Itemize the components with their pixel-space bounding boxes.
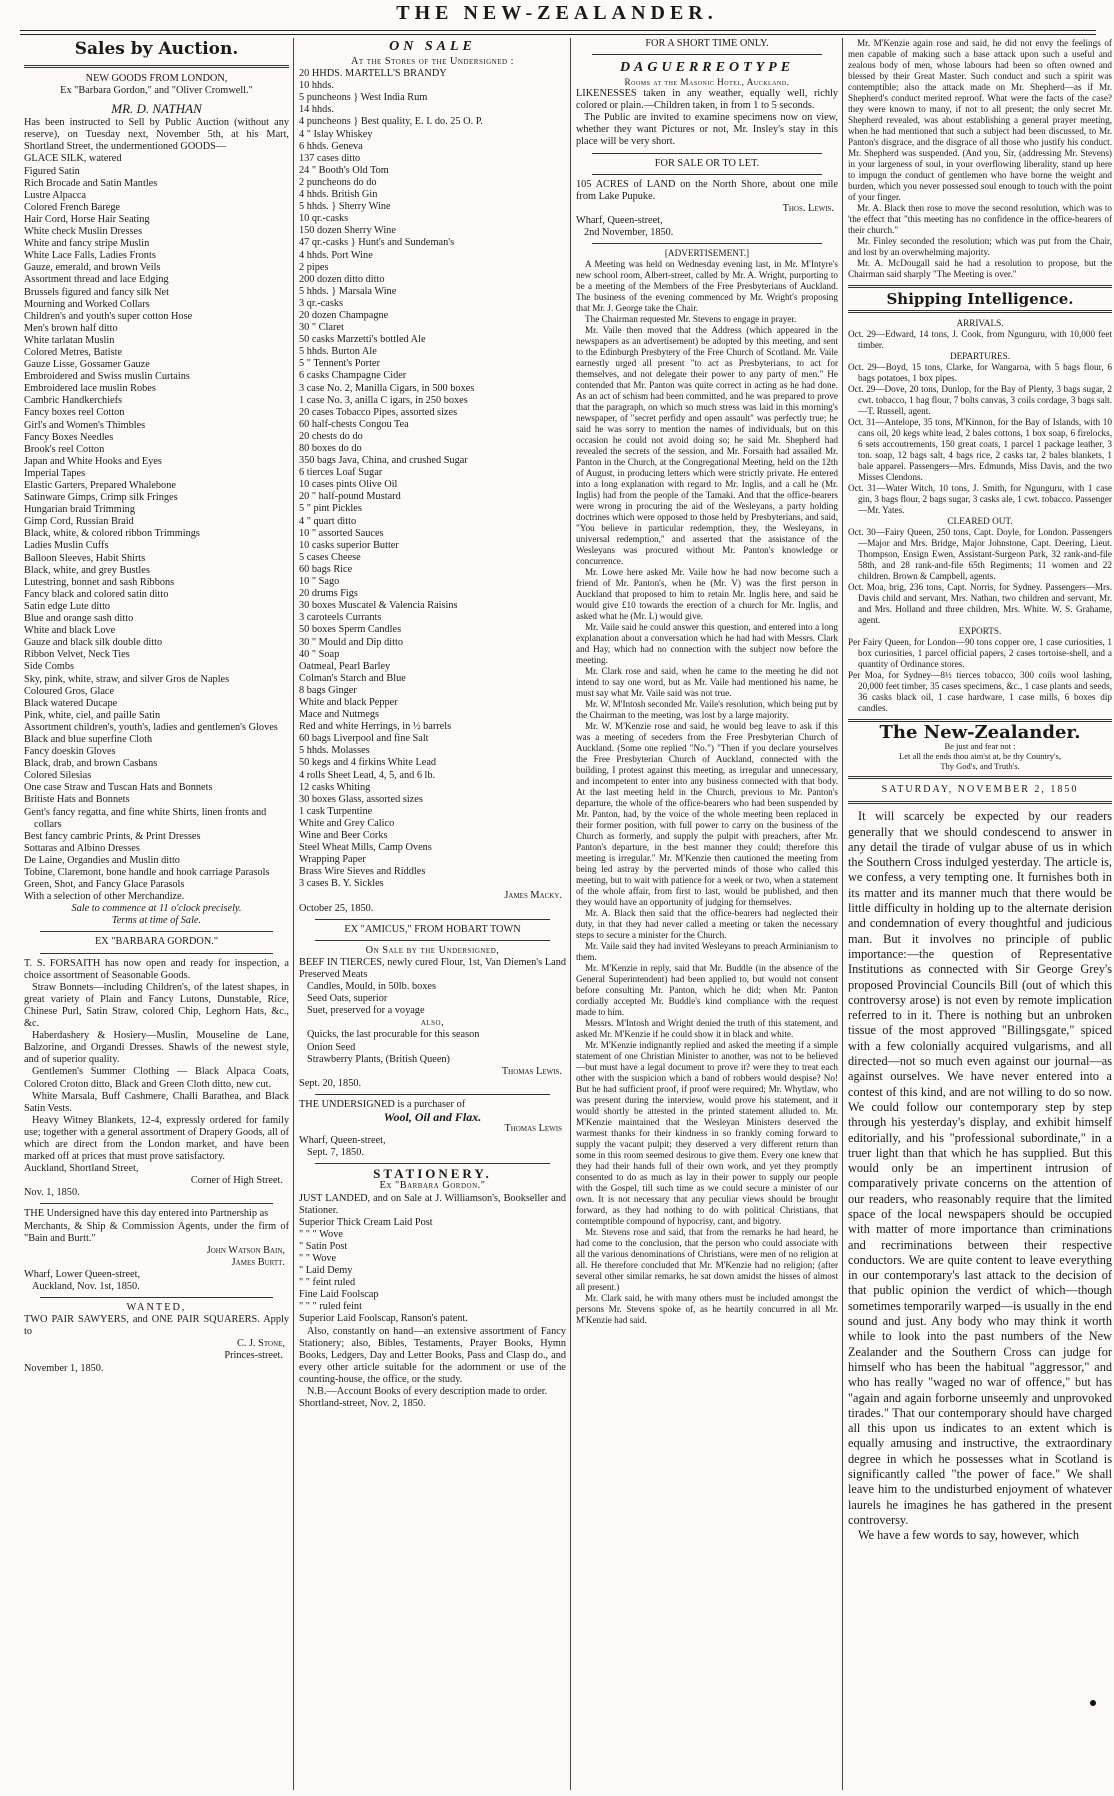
signature-macky: James Macky. bbox=[504, 890, 562, 902]
auction-item: Ladies Muslin Cuffs bbox=[24, 540, 109, 552]
stores-item: 2 puncheons do do bbox=[299, 176, 377, 188]
paper-item: " " feint ruled bbox=[299, 1277, 356, 1289]
seed-oats: Seed Oats, superior bbox=[307, 993, 388, 1005]
auction-item: Side Combs bbox=[24, 661, 75, 673]
auction-item: Black watered Ducape bbox=[24, 697, 118, 709]
stores-item: 5 " Tennent's Porter bbox=[299, 358, 380, 370]
goods-ex: Ex "Barbara Gordon," and "Oliver Cromwell." bbox=[60, 85, 253, 97]
land-ad: 105 ACRES of LAND on the North Shore, about one mile from Lake Pupuke. bbox=[576, 178, 838, 202]
stores-item: 20 drums Figs bbox=[299, 588, 358, 600]
report-paragraph: Mr. W. M'Intosh seconded Mr. Vaile's resolution, which being put by the Chairman to the meeting, was lost by a large majority. bbox=[576, 699, 838, 721]
auction-item: Gauze and black silk double ditto bbox=[24, 637, 163, 649]
forsaith-address: Auckland, Shortland Street, bbox=[24, 1163, 139, 1175]
cleared-entry: Oct. 30—Fairy Queen, 250 tons, Capt. Doyle, for London. Passengers—Major and Mrs. Bridge, Major Johnstone, Capt. Deering, Lieut. Thompson, Ensign Ewen, Assistant-Surgeon Park, 32 rank-and-file 58th, and 28 rank-and-file 65th Regiments; 11 women and 22 children. Brown & Campbell, agents. bbox=[848, 527, 1112, 582]
auction-item: Brussels figured and fancy silk Net bbox=[24, 286, 169, 298]
amicus-date: Sept. 20, 1850. bbox=[299, 1077, 362, 1089]
stores-item: 10 " Sago bbox=[299, 576, 340, 588]
auction-item: Rich Brocade and Satin Mantles bbox=[24, 177, 158, 189]
stores-item: 5 hhds. } Sherry Wine bbox=[299, 201, 391, 213]
divider bbox=[848, 285, 1112, 288]
goods-header: NEW GOODS FROM LONDON, bbox=[85, 73, 228, 84]
forsaith-address-2: Corner of High Street. bbox=[190, 1175, 283, 1187]
divider bbox=[40, 953, 273, 954]
arrivals-list bbox=[848, 329, 1112, 351]
editorial-paragraph: We have a few words to say, however, which bbox=[858, 1528, 1080, 1543]
stores-item: 5 hhds. } Marsala Wine bbox=[299, 285, 397, 297]
stores-item: 4 " quart ditto bbox=[299, 515, 357, 527]
report-paragraph: The Chairman requested Mr. Stevens to engage in prayer. bbox=[585, 314, 797, 325]
stores-item: 3 qr.-casks bbox=[299, 297, 344, 309]
cleared-heading: CLEARED OUT. bbox=[947, 516, 1013, 527]
amicus-subheading: On Sale by the Undersigned, bbox=[365, 944, 500, 956]
stores-item: 137 cases ditto bbox=[299, 152, 361, 164]
column-editorial bbox=[844, 38, 1114, 1788]
stores-item: 30 " Claret bbox=[299, 322, 344, 334]
wool-ad: THE UNDERSIGNED is a purchaser of bbox=[299, 1098, 466, 1110]
stores-item: Oatmeal, Pearl Barley bbox=[299, 660, 391, 672]
stores-item: 5 hhds. Molasses bbox=[299, 745, 370, 757]
stores-item: 5 puncheons } West India Rum bbox=[299, 92, 428, 104]
advertisement-label: [ADVERTISEMENT.] bbox=[664, 248, 750, 259]
divider bbox=[592, 243, 822, 244]
public-invite: The Public are invited to examine specimens now on view, whether they want Pictures or not, Mr. Insley's stay in this place will be very short. bbox=[576, 112, 838, 148]
sawyers-ad: TWO PAIR SAWYERS, and ONE PAIR SQUARERS. Apply to bbox=[24, 1314, 289, 1338]
stores-item: 80 boxes do do bbox=[299, 443, 362, 454]
stationery-landed: JUST LANDED, and on Sale at J. Williamson's, Bookseller and Stationer. bbox=[299, 1192, 566, 1216]
signature-lewis-3: Thos. Lewis. bbox=[782, 202, 834, 214]
auction-item: Britiste Hats and Bonnets bbox=[24, 794, 130, 806]
export-entry: Per Moa, for Sydney—8½ tierces tobacco, 300 coils wool lashing, 20,000 feet timber, 35 cases specimens, &c., 1 case plants and seeds, 36 casks black oil, 1 case hardware, 1 case mills, 6 boxes dip candles. bbox=[848, 670, 1112, 714]
stores-item: 150 dozen Sherry Wine bbox=[299, 225, 396, 237]
editorial-date: SATURDAY, NOVEMBER 2, 1850 bbox=[881, 784, 1079, 796]
stores-item: 20 cases Tobacco Pipes, assorted sizes bbox=[299, 406, 458, 418]
auction-item: Assortment thread and lace Edging bbox=[24, 274, 169, 286]
stores-item: 5 hhds. Burton Ale bbox=[299, 346, 377, 358]
stores-item: 1 cask Turpentine bbox=[299, 805, 373, 817]
paper-item: Superior Laid Foolscap, Ranson's patent. bbox=[299, 1313, 468, 1325]
stores-item: Wrapping Paper bbox=[299, 854, 366, 866]
report-paragraph: Mr. Stevens rose and said, that from the remarks he had heard, he had come to the conclusion, that the person who could associate with all the various denominations of Christians, were men of no religion at all. He therefore concluded that Mr. M'Kenzie had no religion; (after several other similar remarks, he sat down amidst the hisses of almost all present.) bbox=[576, 1227, 838, 1293]
stores-item: 30 boxes Muscatel & Valencia Raisins bbox=[299, 600, 458, 612]
auction-item: Pink, white, ciel, and paille Satin bbox=[24, 709, 161, 721]
auction-item: Sottaras and Albino Dresses bbox=[24, 842, 140, 854]
stores-item: 24 " Booth's Old Tom bbox=[299, 164, 389, 176]
stores-item: 30 boxes Glass, assorted sizes bbox=[299, 793, 423, 805]
column-rule bbox=[842, 38, 843, 1790]
auction-item: White and black Love bbox=[24, 625, 116, 637]
witney-blankets: Heavy Witney Blankets, 12-4, expressly ordered for family use; together with a general assortment of Drapery Goods, all of which are direct from the London market, and have been marked off at prices that must prove satisfactory. bbox=[24, 1114, 289, 1163]
stores-item: 6 tierces Loaf Sugar bbox=[299, 467, 383, 479]
cleared-entry: Oct. Moa, brig, 236 tons, Capt. Norris, for Sydney. Passengers—Mrs. Davis child and servant, Mrs. Nathan, two children and servant, Mr. and Mrs. Holland and three children, Mrs. White. W. S. Grahame, agent. bbox=[848, 582, 1112, 626]
stores-item: White and Grey Calico bbox=[299, 817, 395, 829]
strawberry-plants: Strawberry Plants, (British Queen) bbox=[307, 1053, 450, 1065]
auction-item: Fancy black and colored satin ditto bbox=[24, 588, 169, 600]
paper-item: Fine Laid Foolscap bbox=[299, 1289, 379, 1301]
divider bbox=[315, 940, 550, 941]
stationery-also: Also, constantly on hand—an extensive assortment of Fancy Stationery; also, Bibles, Testaments, Prayer Books, Hymn Books, Ledgers, Day and Letter Books, Pass and Clasp do., and every other article suitable for the adornment or use of the counting-house, the office, or the study. bbox=[299, 1325, 566, 1385]
stores-item: 8 bags Ginger bbox=[299, 684, 357, 696]
stores-item: 10 hhds. bbox=[299, 80, 334, 92]
stone-address: Princes-street. bbox=[224, 1350, 283, 1362]
auction-item: Tobine, Claremont, bone handle and hook carriage Parasols bbox=[24, 867, 270, 878]
auction-item: De Laine, Organdies and Muslin ditto bbox=[24, 854, 180, 866]
stores-item: 60 bags Rice bbox=[299, 563, 353, 575]
stores-item: Steel Wheat Mills, Camp Ovens bbox=[299, 842, 432, 854]
report-paragraph: Mr. A. Black then said that the office-bearers had neglected their duty, in that they had never called a meeting or taken the necessary steps to secure a minister for the Church. bbox=[576, 908, 838, 941]
exports-heading: EXPORTS. bbox=[958, 626, 1002, 637]
auction-item: Gimp Cord, Russian Braid bbox=[24, 516, 134, 528]
stores-item: 50 boxes Sperm Candles bbox=[299, 624, 402, 636]
stationery-nb: N.B.—Account Books of every description made to order. bbox=[307, 1386, 548, 1398]
auction-item: Gent's fancy regatta, and fine white Shirts, linen fronts and collars bbox=[24, 806, 267, 830]
partnership-notice: THE Undersigned have this day entered into Partnership as bbox=[24, 1208, 269, 1220]
partnership-date: Auckland, Nov. 1st, 1850. bbox=[32, 1281, 140, 1292]
auction-item: Men's brown half ditto bbox=[24, 322, 118, 334]
departure-entry: Oct. 31—Water Witch, 10 tons, J. Smith, for Ngunguru, with 1 case gin, 3 bags flour, 2 bags sugar, 3 casks ale, 1 cwt. tobacco. Passenger—Mr. Yates. bbox=[848, 483, 1112, 516]
haberdashery: Haberdashery & Hosiery—Muslin, Mouseline de Lane, Balzorine, and Organdi Dresses. Shawls of the newest style, and of superior quality. bbox=[24, 1030, 289, 1066]
signature-stone: C. J. Stone, bbox=[236, 1338, 285, 1350]
auction-item: Fancy Boxes Needles bbox=[24, 431, 114, 443]
auction-item: Imperial Tapes bbox=[24, 467, 86, 479]
auction-item: Girl's and Women's Thimbles bbox=[24, 419, 146, 431]
amicus-heading: EX "AMICUS," FROM HOBART TOWN bbox=[344, 923, 521, 935]
stores-item: 50 casks Marzetti's bottled Ale bbox=[299, 334, 426, 346]
stores-item: Wine and Beer Corks bbox=[299, 830, 388, 841]
column-rule bbox=[293, 38, 294, 1790]
column-rule bbox=[570, 38, 571, 1790]
stores-item: 10 casks superior Butter bbox=[299, 539, 399, 551]
ex-barbara-gordon: EX "BARBARA GORDON." bbox=[94, 936, 219, 948]
auction-item: Japan and White Hooks and Eyes bbox=[24, 455, 162, 467]
stores-item: 10 " assorted Sauces bbox=[299, 527, 384, 539]
paper-list bbox=[299, 1217, 566, 1326]
candles: Candles, Mould, in 50lb. boxes bbox=[307, 981, 436, 993]
arrival-entry: Oct. 29—Edward, 14 tons, J. Cook, from Ngunguru, with 10,000 feet timber. bbox=[848, 329, 1112, 351]
auction-item-list bbox=[24, 153, 289, 903]
stores-item: 20 " half-pound Mustard bbox=[299, 491, 401, 503]
auction-item: Assortment children's, youth's, ladies and gentlemen's Gloves bbox=[24, 721, 278, 733]
auction-item: Hungarian braid Trimming bbox=[24, 504, 135, 516]
auction-item: Black, drab, and brown Casbans bbox=[24, 758, 158, 770]
forsaith-date: Nov. 1, 1850. bbox=[24, 1187, 80, 1199]
stores-item: 47 qr.-casks } Hunt's and Sundeman's bbox=[299, 237, 455, 249]
divider bbox=[40, 1203, 273, 1204]
report-paragraph: Messrs. M'Intosh and Wright denied the truth of this statement, and asked Mr. M'Kenzie if he could show it in black and white. bbox=[576, 1018, 838, 1040]
stores-item: 14 hhds. bbox=[299, 104, 334, 116]
stores-item: Colman's Starch and Blue bbox=[299, 672, 406, 684]
also-label: also, bbox=[420, 1017, 445, 1029]
report-paragraph: Mr. Clark rose and said, when he came to the meeting he did not intend to say one word, but as Mr. Vaile had mentioned his name, he must say what Mr. Vaile said was not true. bbox=[576, 666, 838, 699]
wool-date: Sept. 7, 1850. bbox=[307, 1147, 364, 1159]
wool-wharf: Wharf, Queen-street, bbox=[299, 1135, 386, 1147]
partnership-firm: Merchants, & Ship & Commission Agents, under the firm of "Bain and Burtt." bbox=[24, 1220, 289, 1244]
partnership-wharf: Wharf, Lower Queen-street, bbox=[24, 1268, 141, 1280]
paper-item: " " " Wove bbox=[299, 1228, 343, 1240]
divider bbox=[592, 174, 822, 175]
land-wharf: Wharf, Queen-street, bbox=[576, 214, 663, 226]
sale-terms: Terms at time of Sale. bbox=[111, 915, 202, 927]
suet: Suet, preserved for a voyage bbox=[307, 1005, 425, 1017]
stores-item: Red and white Herrings, in ½ barrels bbox=[299, 721, 452, 733]
divider bbox=[848, 310, 1112, 313]
editorial-paragraph: It will scarcely be expected by our readers generally that we should condescend to answer in any detail the tirade of vulgar abuse of us in which the Southern Cross indulged yesterday. The article is, we confess, a very tempting one. It furnishes both in its matter and its manner much that there would be little difficulty in holding up to the alternate derision and condemnation of every thoughtful and judicious man. But it involves no principle of public importance:—the question of Representative Institutions as connected with Sir George Grey's proposed Provincial Councils Bill (out of which this controversy arose) is not even by remote implication referred to in it. There is nothing but an unbroken tissue of the most approved "Billingsgate," spiced with a few colonially acquired vulgarisms, and all directed—not so much even against our journal—as against ourselves. We have never entered into a contest of this kind, and are not willing to do so now. We could follow our contemporary step by step through his yesterday's display, and exhibit himself editorially, and his "professional subordinate," in a truer light than that which he has supplied. But this would only be an impertinent intrusion of comparatively private concerns on the attention of our readers, who reasonably require that the limited space of the local newspapers should be occupied with matter of more importance than criminations and recriminations between their respective conductors. We are quite content to leave everything in our contemporary's last attack to the decision of that public opinion the verdict of which—though sometimes temporarily warped—is usually in the end sound and just. Any body who may think it worth while to look into the past numbers of the New Zealander and the Southern Cross can judge for himself who has been the habitual "aggressor," and who has really "waged no war of offence," but has "again and again forborne unseemly and unprovoked tirades." That our contemporary should have charged all this upon us indicates to an extent which is equally amusing and instructive, the extraordinary degree in which he possesses what in Scotland is significantly called "the power of face." We shall leave him to the undisturbed enjoyment of whatever laurels he imagines he has gathered in the present controversy. bbox=[848, 809, 1112, 1527]
report-paragraph: Mr. Vaile said they had invited Wesleyans to preach Arminianism to them. bbox=[576, 941, 838, 963]
column-notices bbox=[572, 38, 842, 1788]
stores-item: 40 " Soap bbox=[299, 648, 340, 660]
divider bbox=[848, 776, 1112, 779]
departure-entry: Oct. 29—Boyd, 15 tons, Clarke, for Wangaroa, with 5 bags flour, 6 bags potatoes, 1 box pipes. bbox=[848, 362, 1112, 384]
stores-item: 12 casks Whiting bbox=[299, 781, 371, 793]
stores-item: 30 " Mould and Dip ditto bbox=[299, 636, 404, 648]
wanted-heading: WANTED, bbox=[126, 1302, 187, 1314]
masthead-rule bbox=[20, 30, 1096, 31]
paper-item: Superior Thick Cream Laid Post bbox=[299, 1216, 433, 1228]
report-paragraph: Mr. Clark said, he with many others must be included amongst the persons Mr. Stevens spoke of, as he heartily concurred in all Mr. M'Kenzie had said. bbox=[576, 1293, 838, 1326]
divider bbox=[315, 1094, 550, 1095]
auction-item: One case Straw and Tuscan Hats and Bonnets bbox=[24, 782, 213, 794]
marsala-vests: White Marsala, Buff Cashmere, Challi Barathea, and Black Satin Vests. bbox=[24, 1090, 289, 1114]
report-paragraph: Mr. Vaile then moved that the Address (which appeared in the newspapers as an advertisement) be adopted by this meeting, and sent to the Edinburgh Presbytery of the Free Church of Scotland. Mr. Vaile earnestly urged all present "to act as Presbyterians, to act for themselves, and not delegate their power to any party of men." He contended that Mr. Panton was quite correct in acting as he had done. As an act of schism had been committed, and he was prepared to prove that the paragraph, on which so much stress was laid in this morning's newspaper, of "secret perfidy and open assault" was perfectly true; he said he was sorry to mention the names of individuals, but on this occasion he could not avoid doing so; he said Mr. Shepherd had revealed the secrets of the session, and Mr. Forsaith had assailed Mr. Panton in the Church, at the Congregational Meeting, held on the 12th of August, in producing letters which were strictly private. He entered into a long explanation with regard to Mr. Inglis, and a call he (Mr. Inglis) had from the people of the Tamaki. And that the office-bearers were wrong in procuring the aid of the Wesleyans, a party holding doctrines which were opposed to those held by Presbyterians, and said, "You believe in particular redemption, they, the Wesleyans, in universal redemption," and asserted that the assistance of the Wesleyans was procured without Mr. Panton's knowledge or concurrence. bbox=[576, 325, 838, 567]
report-paragraph: Mr. W. M'Kenzie rose and said, he would beg leave to ask if this was a meeting of seceders from the Free Presbyterian Church of Auckland. (Some one replied "No.") "Then if you declare yourselves the Free Presbyterian Church of Auckland, connected with the building, I protest against this meeting, as irregular and unnecessary, and incompetent to enter into any business connected with that body. At the last meeting held in the Church, previous to Mr. Panton's departure, the whole of the office-bearers who had been suspended by Mr. Panton, had, by the voice of the whole meeting been replaced in their former position, with full power to carry on the business of the Church as formerly, and supply the pulpit with preachers, after Mr. Panton's departure, in the best manner they could; therefore this meeting is irregular." Mr. M'Kenzie then cautioned the meeting from being led astray by the perverted minds of those who called this meeting, but to wait with patience for a week or two, when a statement of the whole affair, from first to last, would be published, and then they would have an opportunity of judging for themselves. bbox=[576, 721, 838, 908]
report-paragraph: Mr. A. McDougall said he had a resolution to propose, but the Chairman said sharply "The Meeting is over." bbox=[848, 258, 1112, 279]
stores-item: 1 case No. 3, anilla C igars, in 250 boxes bbox=[299, 394, 468, 406]
quicks: Quicks, the last procurable for this season bbox=[307, 1029, 480, 1041]
auction-item: Mourning and Worked Collars bbox=[24, 298, 150, 310]
divider bbox=[315, 1163, 550, 1164]
auction-item: Fancy boxes reel Cotton bbox=[24, 407, 125, 419]
for-sale-heading: FOR SALE OR TO LET. bbox=[654, 157, 760, 169]
divider bbox=[40, 931, 273, 932]
divider bbox=[40, 1297, 273, 1298]
report-paragraph: Mr. M'Kenzie again rose and said, he did not envy the feelings of men capable of making such a base attack upon such a useful and zealous body of men, whose labours had been so often owned and blessed by their Great Master. Such conduct and such a spirit was contemptible; also the attack made on Mr. Shepherd—as if Mr. Shepherd's conduct merited reproof. What were the facts of the case? they were known to many, if not to all present; the only secret Mr. Shepherd revealed, was about establishing a general prayer meeting, when he had mentioned that such a subject had been discussed, to Mr. Panton's disgrace, and the disgrace of all those who justify his conduct. Mr. Shepherd was suspended. (And you, Sir, (addressing Mr. Stevens) in your largeness of soul, in your overflowing liberality, stand up here to impugn the conduct of gentlemen who have borne the weight and burden, which you never possessed soul enough to touch with the point of your finger. bbox=[848, 38, 1112, 202]
stores-item: 4 " Islay Whiskey bbox=[299, 128, 373, 140]
stores-item: 20 dozen Champagne bbox=[299, 309, 389, 321]
stores-item: 10 qr.-casks bbox=[299, 213, 349, 225]
stores-item: 4 hhds. Port Wine bbox=[299, 249, 373, 261]
arrivals-heading: ARRIVALS. bbox=[956, 318, 1004, 329]
section-title-sales: Sales by Auction. bbox=[74, 39, 239, 59]
shipping-heading: Shipping Intelligence. bbox=[886, 290, 1074, 308]
auction-item: Lutestring, bonnet and sash Ribbons bbox=[24, 576, 175, 588]
stationery-ex: Ex "Barbara Gordon." bbox=[379, 1180, 486, 1192]
wanted-date: November 1, 1850. bbox=[24, 1362, 104, 1374]
export-entry: Per Fairy Queen, for London—90 tons copper ore, 1 case curiosities, 1 box curiosities, 1 parcel official papers, 2 cases tortoise-shell, and a quantity of Ordinance stores. bbox=[848, 637, 1112, 670]
stores-item: 3 case No. 2, Manilla Cigars, in 500 boxes bbox=[299, 382, 475, 394]
report-paragraph: Mr. M'Kenzie in reply, said that Mr. Buddle (in the absence of the General Superintendent) had been applied to, but would not consent before consulting Mr. Panton, which he did; when Mr. Panton cordially accepted Mr. Buddle's kind compliance with the request made to him. bbox=[576, 963, 838, 1018]
auction-item: White check Muslin Dresses bbox=[24, 226, 143, 238]
auction-item: With a selection of other Merchandize. bbox=[24, 891, 185, 903]
auction-item: Black and blue superfine Cloth bbox=[24, 733, 153, 745]
stores-subheading: At the Stores of the Undersigned : bbox=[350, 56, 515, 67]
auction-item: Coloured Gros, Glace bbox=[24, 685, 115, 697]
short-time-heading: FOR A SHORT TIME ONLY. bbox=[645, 38, 769, 49]
auction-item: Green, Shot, and Fancy Glace Parasols bbox=[24, 879, 185, 891]
likenesses-ad: LIKENESSES taken in any weather, equally well, richly colored or plain.—Children taken, in from 1 to 5 seconds. bbox=[576, 88, 838, 112]
stationery-date: Shortland-street, Nov. 2, 1850. bbox=[299, 1398, 426, 1410]
stores-item: 4 puncheons } Best quality, E. I. do. 25 O. P. bbox=[299, 116, 483, 128]
auction-item: Embroidered lace muslin Robes bbox=[24, 383, 156, 395]
macky-date: October 25, 1850. bbox=[299, 902, 374, 914]
gents-clothing: Gentlemen's Summer Clothing — Black Alpaca Coats, Colored Croton ditto, Black and Green Cloth ditto, new cut. bbox=[24, 1066, 289, 1090]
beef-ad: BEEF IN TIERCES, newly cured Flour, 1st, Van Diemen's Land Preserved Meats bbox=[299, 956, 566, 980]
masthead-title: THE NEW-ZEALANDER. bbox=[396, 2, 718, 24]
land-date: 2nd November, 1850. bbox=[584, 227, 674, 239]
report-paragraph: Mr. A. Black then rose to move the second resolution, which was to 'the effect that "this meeting has no confidence in the office-bearers of their church." bbox=[848, 203, 1112, 235]
straw-bonnets: Straw Bonnets—including Children's, of the latest shapes, in great variety of Plain and Fancy Lutons, Dunstable, Rice, Chinese Purl, Satin Straw, colored Chip, Leghorn Hats, &c., &c. bbox=[24, 981, 289, 1030]
signature-lewis: Thomas Lewis. bbox=[501, 1065, 562, 1077]
stores-item-list bbox=[299, 68, 566, 890]
stores-item: 350 bags Java, China, and crushed Sugar bbox=[299, 455, 468, 467]
auction-item: Balloon Sleeves, Habit Shirts bbox=[24, 552, 146, 564]
stores-item: 2 pipes bbox=[299, 261, 329, 273]
stationery-heading: STATIONERY. bbox=[373, 1166, 492, 1182]
auction-item: Satin edge Lute ditto bbox=[24, 600, 111, 612]
forsaith-ad: T. S. FORSAITH has now open and ready for inspection, a choice assortment of Seasonable Goods. bbox=[24, 957, 289, 981]
auction-item: White and fancy stripe Muslin bbox=[24, 238, 150, 250]
auction-item: Sky, pink, white, straw, and silver Gros de Naples bbox=[24, 673, 230, 685]
on-sale-heading: ON SALE bbox=[389, 39, 476, 54]
auction-item: Lustre Alpacca bbox=[24, 189, 87, 201]
stores-item: 3 caroteels Currants bbox=[299, 612, 382, 624]
auction-item: Gauze, emerald, and brown Veils bbox=[24, 262, 161, 274]
editorial-title: The New-Zealander. bbox=[879, 722, 1081, 744]
meeting-report-continued bbox=[848, 38, 1112, 280]
masonic-hotel: Rooms at the Masonic Hotel, Auckland. bbox=[624, 77, 790, 88]
stores-item: 60 bags Liverpool and fine Salt bbox=[299, 733, 429, 745]
auction-item: GLACE SILK, watered bbox=[24, 153, 122, 165]
meeting-report bbox=[576, 259, 838, 1326]
divider bbox=[848, 801, 1112, 804]
cleared-list bbox=[848, 527, 1112, 626]
stores-item: White and black Pepper bbox=[299, 696, 398, 708]
departure-entry: Oct. 29—Dove, 20 tons, Dunlop, for the Bay of Plenty, 3 bags sugar, 2 cwt. tobacco, 1 bag flour, 7 bolts canvas, 3 coils cordage, 3 bags salt.—T. Russell, agent. bbox=[848, 384, 1112, 417]
divider bbox=[592, 54, 822, 55]
masthead-rule-thin bbox=[20, 34, 1096, 35]
stores-item: 3 cases B. Y. Sickles bbox=[299, 878, 384, 890]
departure-entry: Oct. 31—Antelope, 35 tons, M'Kinnon, for the Bay of Islands, with 10 cans oil, 20 kegs white lead, 2 bales cottons, 1 box soap, 6 firelocks, 6 sets accoutrements, 150 great coats, 1 parcel 1 package leather, 3 ton. soap, 12 bags salt, 4 bags rice, 2 casks tar, 2 bales blankets, 1 bale apparel. Passengers—Mrs. Edmunds, Miss Davis, and the two Misses Clendons. bbox=[848, 417, 1112, 483]
motto-line-3: Thy God's, and Truth's. bbox=[940, 761, 1020, 772]
stores-item: 200 dozen ditto ditto bbox=[299, 273, 385, 285]
paper-item: " " " ruled feint bbox=[299, 1301, 362, 1313]
paper-item: " Satin Post bbox=[299, 1240, 348, 1252]
auction-item: White Lace Falls, Ladies Fronts bbox=[24, 250, 156, 262]
wool-oil-flax: Wool, Oil and Flax. bbox=[383, 1109, 482, 1124]
auction-item: Ribbon Velvet, Neck Ties bbox=[24, 649, 130, 661]
auction-intro: Has been instructed to Sell by Public Auction (without any reserve), on Tuesday next, November 5th, at his Mart, Shortland Street, the undermentioned GOODS— bbox=[24, 117, 289, 153]
editorial-body bbox=[848, 809, 1112, 1543]
onion-seed: Onion Seed bbox=[307, 1041, 356, 1053]
auctioneer-name: MR. D. NATHAN bbox=[111, 101, 202, 117]
report-paragraph: Mr. Finley seconded the resolution; which was put from the Chair, and lost by an overwhelming majority. bbox=[848, 236, 1112, 257]
divider bbox=[592, 153, 822, 154]
auction-item: Colored French Barege bbox=[24, 201, 121, 213]
stores-item: 5 " pint Pickles bbox=[299, 503, 362, 515]
stores-item: 60 half-chests Congou Tea bbox=[299, 418, 409, 430]
sale-time: Sale to commence at 11 o'clock precisely. bbox=[71, 903, 242, 915]
auction-item: Embroidered and Swiss muslin Curtains bbox=[24, 371, 190, 383]
auction-item: Cambric Handkerchiefs bbox=[24, 395, 123, 407]
report-paragraph: A Meeting was held on Wednesday evening last, in Mr. M'Intyre's new school room, Albert-street, called by Mr. A. Wright, purporting to be a meeting of the Members of the Free Presbyterians of Auckland. The business of the evening commenced by Mr. Wright's proposing that Mr. J. George take the Chair. bbox=[576, 259, 838, 314]
auction-item: Figured Satin bbox=[24, 165, 80, 177]
departures-heading: DEPARTURES. bbox=[949, 351, 1011, 362]
stores-item: Mace and Nutmegs bbox=[299, 709, 380, 721]
auction-item: Hair Cord, Horse Hair Seating bbox=[24, 213, 150, 225]
stores-item: 10 cases pints Olive Oil bbox=[299, 479, 398, 491]
daguerreotype-heading: DAGUERREOTYPE bbox=[619, 60, 795, 76]
report-paragraph: Mr. Lowe here asked Mr. Vaile how he had now become such a friend of Mr. Panton's, when he (Mr. V) was the first person in Auckland that proposed to him to retain Mr. Inglis here, and said he would give £10 towards the erection of a church for Mr. Inglis, and asked what he (Mr. L) would give. bbox=[576, 567, 838, 622]
auction-item: Black, white, & colored ribbon Trimmings bbox=[24, 528, 200, 540]
auction-item: Gauze Lisse, Gossamer Gauze bbox=[24, 359, 150, 371]
divider bbox=[24, 65, 289, 68]
stores-item: 20 chests do do bbox=[299, 430, 363, 442]
ink-dot bbox=[1090, 1700, 1096, 1706]
paper-item: " " Wove bbox=[299, 1253, 337, 1264]
stores-item: 6 hhds. Geneva bbox=[299, 140, 363, 152]
column-auctions bbox=[20, 38, 293, 1788]
stores-item: 20 HHDS. MARTELL'S BRANDY bbox=[299, 68, 447, 80]
stores-item: 6 casks Champagne Cider bbox=[299, 370, 407, 382]
auction-item: Elastic Garters, Prepared Whalebone bbox=[24, 480, 176, 491]
auction-item: Blue and orange sash ditto bbox=[24, 613, 134, 625]
report-paragraph: Mr. Vaile said he could answer this question, and entered into a long explanation about a conversation which he had had with Messrs. Clark and Hay, which had no connection with the subject now before the meeting. bbox=[576, 622, 838, 666]
auction-item: Children's and youth's super cotton Hose bbox=[24, 310, 193, 322]
motto-line-1: Be just and fear not : bbox=[944, 741, 1016, 752]
report-paragraph: Mr. M'Kenzie indignantly replied and asked the meeting if a simple statement of one Christian Minister to another, was not to be believed—but must have a legal document to prove it? were they to treat each other with the suspicion which a band of robbers would despise? No! But he had sufficient proof, if proof were required; Mr. Whytlaw, who was present during the interview, would prove his statement, and it would shortly be attested in the printed statement alluded to. Mr. M'Kenzie maintained that the Wesleyan Ministers deserved the warmest thanks for their kindness in so frankly coming forward to supply the vacant pulpit; they deserved a very different return than some in this room seemed desirous to give them. Every one knew that they had their hands full of their own work, and yet they promptly consented to do as much as lay in their power to supply our people with the Gospel, till such time as we could secure a minister of our own. It is not necessary that any peculiar views should be brought forward, as they had nothing to do with political Christians, that contemptible compound of hypocrisy, cant, and bigotry. bbox=[576, 1040, 838, 1227]
stores-item: Brass Wire Sieves and Riddles bbox=[299, 866, 426, 878]
stores-item: 50 kegs and 4 firkins White Lead bbox=[299, 757, 437, 769]
signature-lewis-2: Thomas Lewis bbox=[504, 1123, 562, 1135]
auction-item: Black, white, and grey Bustles bbox=[24, 564, 150, 576]
departures-list bbox=[848, 362, 1112, 516]
stores-item: 4 hhds. British Gin bbox=[299, 189, 378, 201]
motto-line-2: Let all the ends thou aim'st at, be thy Country's, bbox=[899, 751, 1061, 762]
paper-item: " Laid Demy bbox=[299, 1265, 353, 1277]
auction-item: Brook's reel Cotton bbox=[24, 443, 105, 455]
auction-item: White tarlatan Muslin bbox=[24, 334, 115, 346]
stores-item: 4 rolls Sheet Lead, 4, 5, and 6 lb. bbox=[299, 769, 436, 781]
auction-item: Fancy doeskin Gloves bbox=[24, 746, 116, 758]
stores-item: 5 cases Cheese bbox=[299, 551, 361, 563]
signature-bain: John Watson Bain, bbox=[206, 1244, 285, 1256]
auction-item: Colored Metres, Batiste bbox=[24, 346, 123, 358]
exports-list bbox=[848, 637, 1112, 714]
divider bbox=[315, 919, 550, 920]
signature-burtt: James Burtt. bbox=[231, 1256, 285, 1268]
auction-item: Satinware Gimps, Crimp silk Fringes bbox=[24, 492, 178, 504]
column-stores bbox=[295, 38, 570, 1788]
auction-item: Best fancy cambric Prints, & Print Dresses bbox=[24, 830, 201, 842]
auction-item: Colored Silesias bbox=[24, 770, 92, 782]
